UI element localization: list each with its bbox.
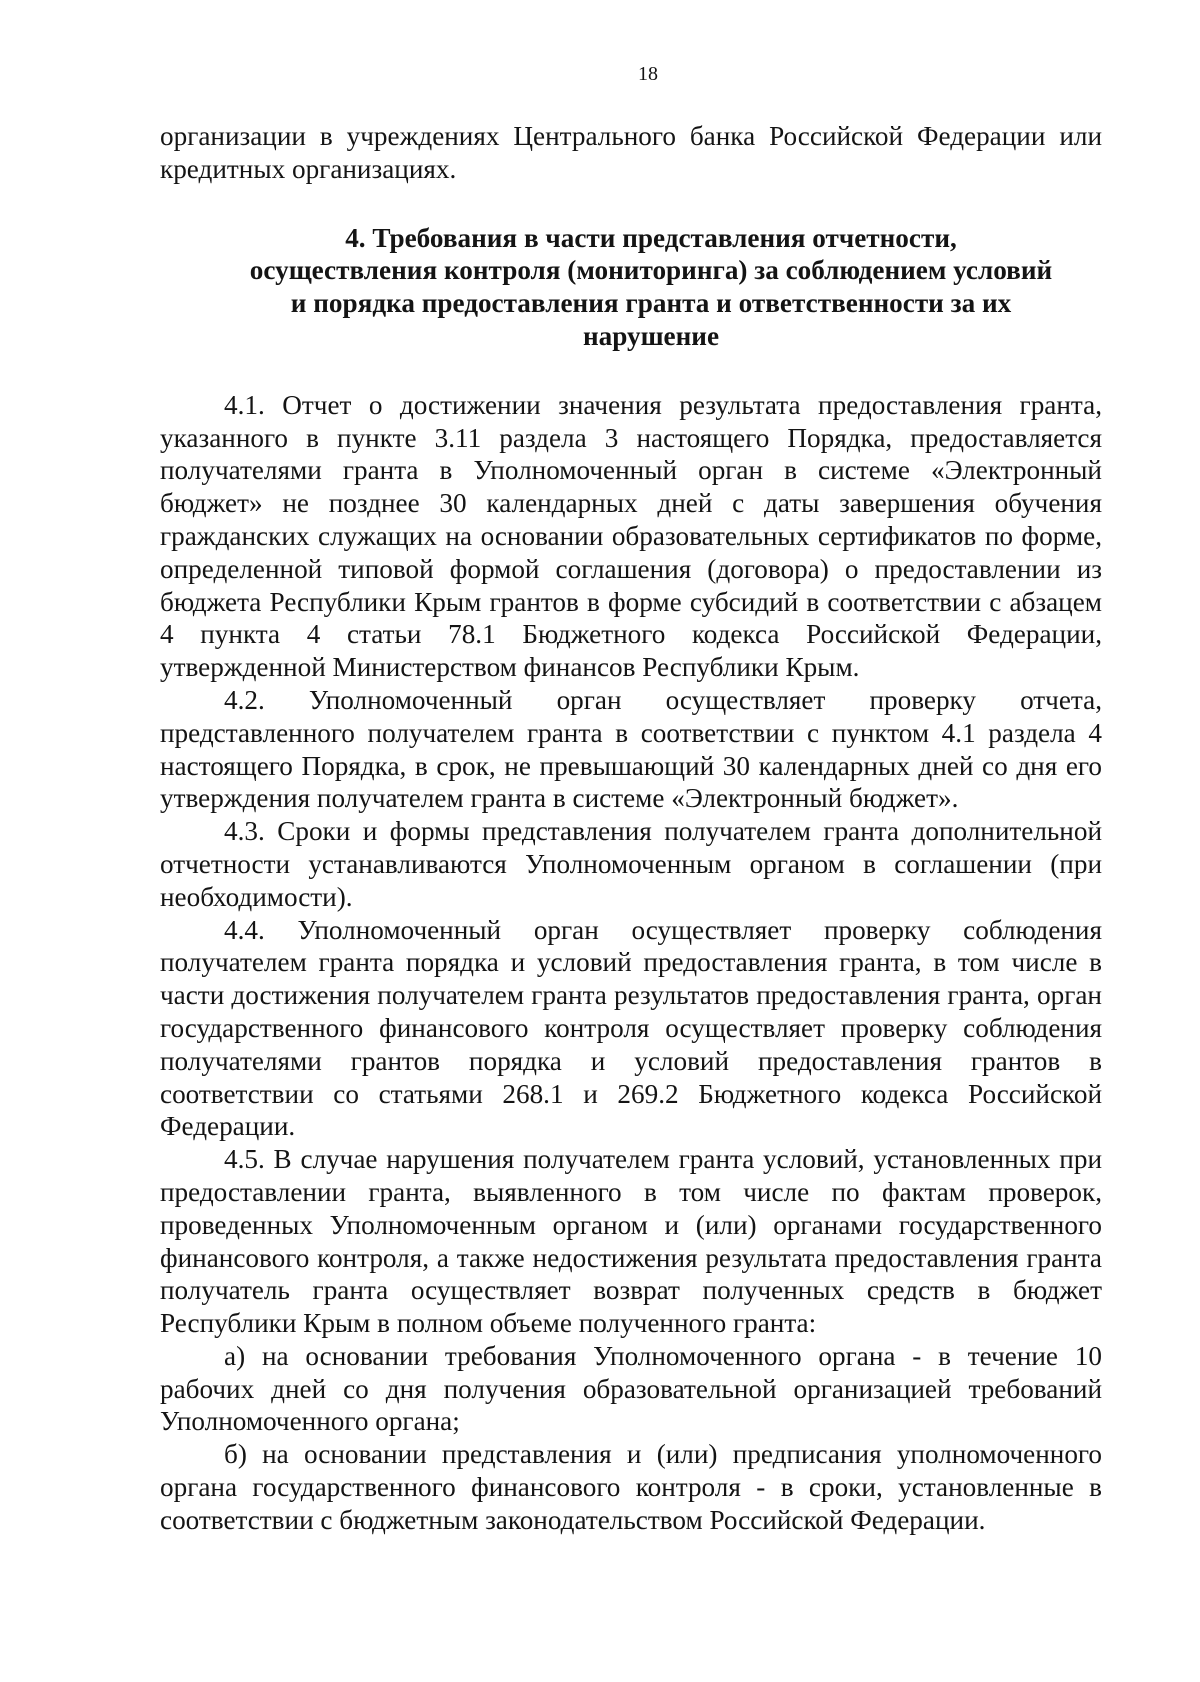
document-page [160,62,1102,1537]
section-title-line: нарушение [582,320,720,351]
section-title-line: осуществления контроля (мониторинга) за соблюдением условий [249,255,1053,286]
page-number: 18 [638,63,658,85]
paragraph-4-5: 4.5. В случае нарушения получателем гранта условий, установленных при предоставлении гранта, выявленного в том числе по фактам проверок, проведенных Уполномоченным органом и (или) органами государственного финансового контроля, а также недостижения результата предоставления гранта получатель гранта осуществляет возврат полученных средств в бюджет Республики Крым в полном объеме полученного гранта: [160,1144,1102,1339]
subparagraph-a: а) на основании требования Уполномоченного органа - в течение 10 рабочих дней со дня получения образовательной организацией требований Уполномоченного органа; [160,1340,1102,1437]
paragraph-4-2: 4.2. Уполномоченный орган осуществляет проверку отчета, представленного получателем гранта в соответствии с пунктом 4.1 раздела 4 настоящего Порядка, в срок, не превышающий 30 календарных дней со дня его утверждения получателем гранта в системе «Электронный бюджет». [160,684,1102,814]
section-title [160,222,1102,353]
paragraph-4-3: 4.3. Сроки и формы представления получателем гранта дополнительной отчетности устанавливаются Уполномоченным органом в соглашении (при необходимости). [160,816,1102,912]
subparagraph-b: б) на основании представления и (или) предписания уполномоченного органа государственного финансового контроля - в сроки, установленные в соответствии с бюджетным законодательством Российской Федерации. [160,1439,1102,1535]
section-title-line: 4. Требования в части представления отчетности, [345,222,957,253]
intro-paragraph: организации в учреждениях Центрального банка Российской Федерации или кредитных организациях. [160,121,1102,184]
paragraph-4-1: 4.1. Отчет о достижении значения результата предоставления гранта, указанного в пункте 3.11 раздела 3 настоящего Порядка, предоставляется получателями гранта в Уполномоченный орган в системе «Электронный бюджет» не позднее 30 календарных дней с даты завершения обучения гражданских служащих на основании образовательных сертификатов по форме, определенной типовой формой соглашения (договора) о предоставлении из бюджета Республики Крым грантов в форме субсидий в соответствии с абзацем 4 пункта 4 статьи 78.1 Бюджетного кодекса Российской Федерации, утвержденной Министерством финансов Республики Крым. [160,389,1102,683]
paragraph-4-4: 4.4. Уполномоченный орган осуществляет проверку соблюдения получателем гранта порядка и условий предоставления гранта, в том числе в части достижения получателем гранта результатов предоставления гранта, орган государственного финансового контроля осуществляет проверку соблюдения получателями грантов порядка и условий предоставления грантов в соответствии со статьями 268.1 и 269.2 Бюджетного кодекса Российской Федерации. [160,914,1102,1142]
section-title-line: и порядка предоставления гранта и ответственности за их [290,288,1012,319]
